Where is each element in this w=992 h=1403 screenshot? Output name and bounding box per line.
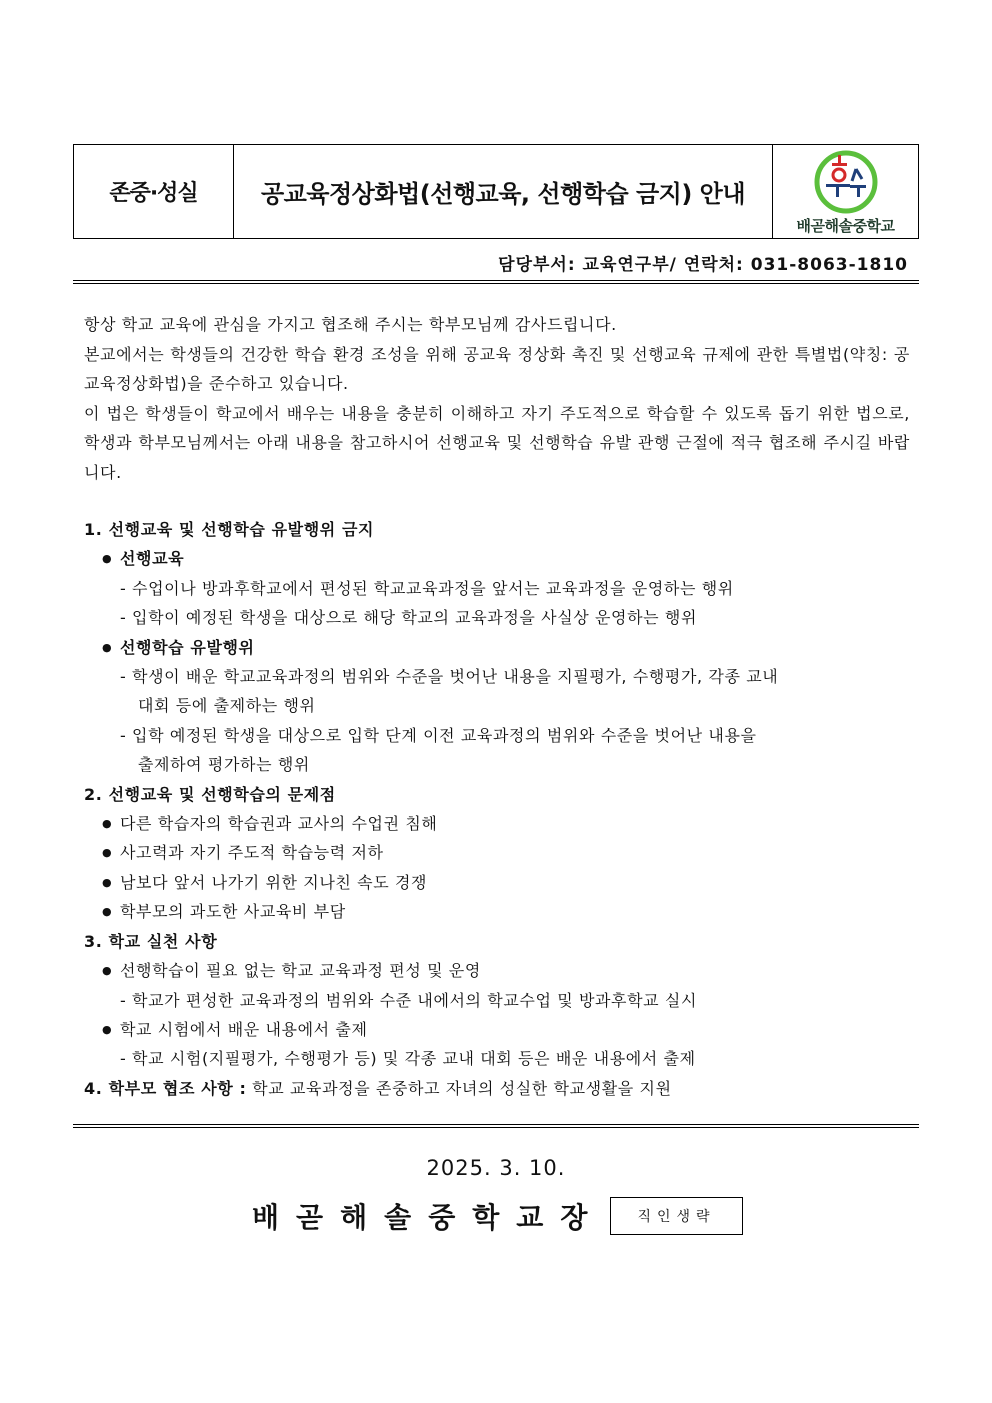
section-2-item: ● 사고력과 자기 주도적 학습능력 저하: [84, 838, 910, 867]
principal-signature: 배곧해솔중학교장: [252, 1201, 605, 1234]
section-1-detail: - 입학 예정된 학생을 대상으로 입학 단계 이전 교육과정의 범위와 수준을 벗어난 내용을: [120, 725, 757, 745]
section-1-detail: - 입학이 예정된 학생을 대상으로 해당 학교의 교육과정을 사실상 운영하는 행위: [120, 608, 698, 628]
section-1-detail-cont: 대회 등에 출제하는 행위: [138, 696, 316, 716]
section-1-bullet-1: ● 선행교육: [84, 544, 910, 573]
section-4: [84, 1074, 910, 1103]
document-date: 2025. 3. 10.: [426, 1156, 566, 1180]
section-3-title: 3. 학교 실천 사항: [84, 931, 218, 951]
school-motto: 존중·성실: [109, 181, 198, 206]
intro-paragraphs: [84, 310, 910, 487]
section-4-text: 학교 교육과정을 존중하고 자녀의 성실한 학교생활을 지원: [246, 1078, 672, 1098]
seal-omitted-box: [610, 1197, 743, 1235]
seal-omitted-label: 직인생략: [637, 1209, 716, 1225]
intro-paragraph: 본교에서는 학생들의 건강한 학습 환경 조성을 위해 공교육 정상화 촉진 및 선행교육 규제에 관한 특별법(약칭: 공교육정상화법)을 준수하고 있습니다.: [84, 344, 910, 393]
section-2-item: ● 학부모의 과도한 사교육비 부담: [84, 897, 910, 926]
section-2-title: 2. 선행교육 및 선행학습의 문제점: [84, 784, 336, 804]
motto-cell: [74, 145, 234, 238]
section-1-detail-cont: 출제하여 평가하는 행위: [138, 755, 310, 775]
section-1-detail: - 학생이 배운 학교교육과정의 범위와 수준을 벗어난 내용을 지필평가, 수행평가, 각종 교내: [120, 667, 779, 687]
document-title: 공교육정상화법(선행교육, 선행학습 금지) 안내: [260, 180, 746, 208]
school-logo-icon: [812, 149, 880, 215]
section-2-item: ● 남보다 앞서 나가기 위한 지나친 속도 경쟁: [84, 868, 910, 897]
intro-paragraph: 항상 학교 교육에 관심을 가지고 협조해 주시는 학부모님께 감사드립니다.: [84, 315, 617, 334]
section-1-detail: - 수업이나 방과후학교에서 편성된 학교교육과정을 앞서는 교육과정을 운영하는 행위: [120, 578, 734, 598]
section-3-bullet-1: ● 선행학습이 필요 없는 학교 교육과정 편성 및 운영: [84, 956, 910, 985]
header-table: [73, 144, 919, 239]
section-3-detail: - 학교 시험(지필평가, 수행평가 등) 및 각종 교내 대회 등은 배운 내용에서 출제: [120, 1049, 696, 1069]
title-cell: [234, 145, 773, 238]
section-3-bullet-2: ● 학교 시험에서 배운 내용에서 출제: [84, 1015, 910, 1044]
top-divider: [73, 280, 919, 284]
logo-cell: [773, 145, 918, 238]
intro-paragraph: 이 법은 학생들이 학교에서 배우는 내용을 충분히 이해하고 자기 주도적으로 학습할 수 있도록 돕기 위한 법으로, 학생과 학부모님께서는 아래 내용을 참고하시어 선행교육 및 선행학습 유발 관행 근절에 적극 협조해 주시길 바랍니다.: [84, 403, 910, 482]
section-3-detail: - 학교가 편성한 교육과정의 범위와 수준 내에서의 학교수업 및 방과후학교 실시: [120, 990, 698, 1010]
section-1-bullet-2: ● 선행학습 유발행위: [84, 633, 910, 662]
contact-line: 담당부서: 교육연구부/ 연락처: 031-8063-1810: [498, 255, 908, 275]
section-4-title: 4. 학부모 협조 사항 :: [84, 1078, 247, 1098]
main-content: [84, 515, 910, 1103]
logo-school-name: 배곧해솔중학교: [796, 217, 895, 235]
section-2-item: ● 다른 학습자의 학습권과 교사의 수업권 침해: [84, 809, 910, 838]
bottom-divider: [73, 1124, 919, 1128]
section-1-title: 1. 선행교육 및 선행학습 유발행위 금지: [84, 520, 375, 539]
